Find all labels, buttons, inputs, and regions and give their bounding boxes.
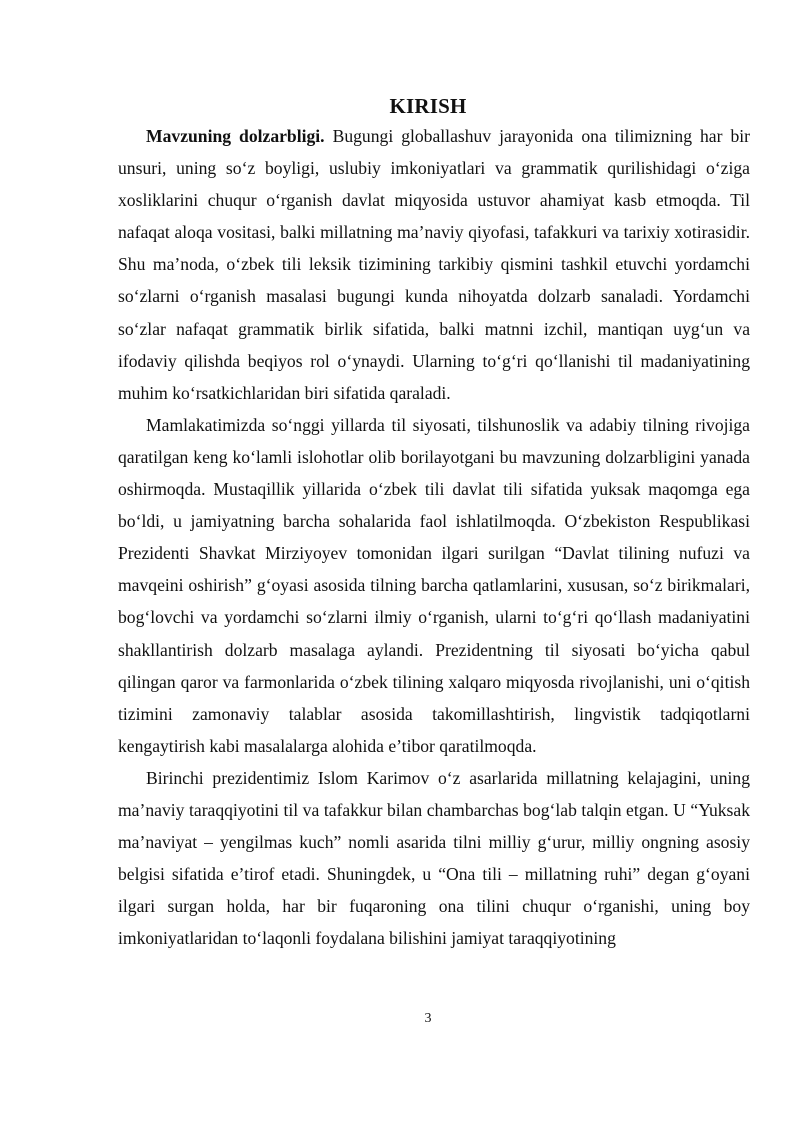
paragraph-text: Mamlakatimizda so‘nggi yillarda til siyosati, tilshunoslik va adabiy tilning rivojiga qaratilgan keng ko‘lamli islohotlar olib borilayotgani bu mavzuning dolzarbligini yanada oshirmoqda. Mustaqillik yillarida o‘zbek tili davlat tili sifatida yuksak maqomga ega bo‘ldi, u jamiyatning barcha sohalarida faol ishlatilmoqda. O‘zbekiston Respublikasi Prezidenti Shavkat Mirziyoyev tomonidan ilgari surilgan “Davlat tilining nufuzi va mavqeini oshirish” g‘oyasi asosida tilning barcha qatlamlarini, xususan, so‘z birikmalari, bog‘lovchi va yordamchi so‘zlarni ilmiy o‘rganish, ularni to‘g‘ri qo‘llash madaniyatini shakllantirish dolzarb masalaga aylandi. Prezidentning til siyosati bo‘yicha qabul qilingan qaror va farmonlarida o‘zbek tilining xalqaro miqyosda rivojlanishi, uni o‘qitish tizimini zamonaviy talablar asosida takomillashtirish, lingvistik tadqiqotlarni kengaytirish kabi masalalarga alohida e’tibor qaratilmoqda. [118, 414, 750, 756]
paragraph-text: Birinchi prezidentimiz Islom Karimov o‘z asarlarida millatning kelajagini, uning ma’naviy taraqqiyotini til va tafakkur bilan chambarchas bog‘lab talqin etgan. U “Yuksak ma’naviyat – yengilmas kuch” nomli asarida tilni milliy g‘urur, milliy ongning asosiy belgisi sifatida e’tirof etadi. Shuningdek, u “Ona tili – millatning ruhi” degan g‘oyani ilgari surgan holda, har bir fuqaroning ona tilini chuqur o‘rganishi, uning boy imkoniyatlaridan to‘laqonli foydalana bilishini jamiyat taraqqiyotining [118, 767, 750, 949]
paragraph-karimov [118, 762, 750, 955]
paragraph-language-policy [118, 409, 750, 762]
paragraph-lead: Mavzuning dolzarbligi. [146, 126, 325, 146]
paragraph-text: Bugungi globallashuv jarayonida ona tilimizning har bir unsuri, uning so‘z boyligi, uslubiy imkoniyatlari va grammatik qurilishidagi o‘ziga xosliklarini chuqur o‘rganish davlat miqyosida ustuvor ahamiyat kasb etmoqda. Til nafaqat aloqa vositasi, balki millatning ma’naviy qiyofasi, tafakkuri va tarixiy xotirasidir. Shu ma’noda, o‘zbek tili leksik tizimining tarkibiy qismini tashkil etuvchi yordamchi so‘zlarni o‘rganish masalasi bugungi kunda nihoyatda dolzarb sanaladi. Yordamchi so‘zlar nafaqat grammatik birlik sifatida, balki matnni izchil, mantiqan uyg‘un va ifodaviy qilishda beqiyos rol o‘ynaydi. Ularning to‘g‘ri qo‘llanishi til madaniyatining muhim ko‘rsatkichlaridan biri sifatida qaraladi. [118, 126, 750, 403]
page-number: 3 [424, 1011, 432, 1026]
paragraph-relevance [118, 120, 750, 409]
body-text [118, 120, 750, 954]
page-title: KIRISH [389, 94, 467, 118]
